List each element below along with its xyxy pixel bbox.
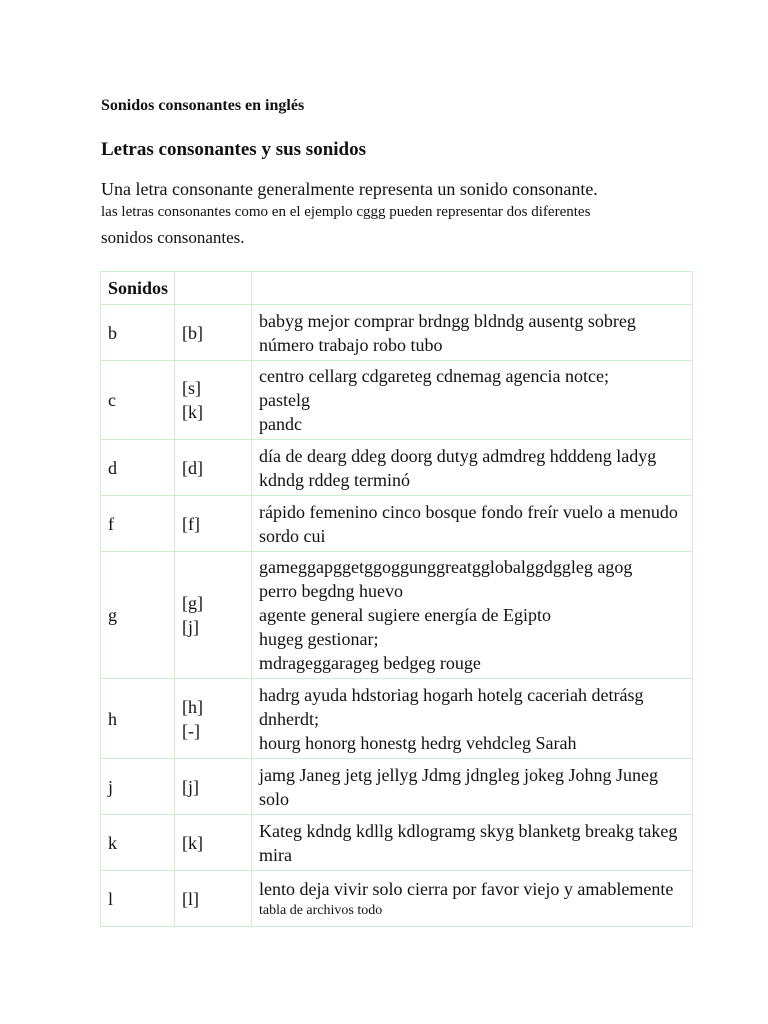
letter-cell: b <box>101 305 175 361</box>
header-cell-sonidos: Sonidos <box>101 272 175 305</box>
words-line: mira <box>259 844 292 865</box>
words-cell <box>252 552 693 679</box>
header-cell-empty <box>252 272 693 305</box>
sound-cell <box>175 679 252 759</box>
sound-cell <box>175 440 252 496</box>
header-cell-empty <box>175 272 252 305</box>
consonant-sounds-table <box>100 271 693 927</box>
words-line: babyg mejor comprar brdngg bldndg ausentg sobreg <box>259 310 636 331</box>
words-line: día de dearg ddeg doorg dutyg admdreg hdddeng ladyg <box>259 445 657 466</box>
letter-cell: c <box>101 361 175 440</box>
words-cell <box>252 496 693 552</box>
words-line: tabla de archivos todo <box>259 902 383 918</box>
sound-symbol: [h] <box>182 696 203 717</box>
table-row <box>101 361 693 440</box>
words-line: lento deja vivir solo cierra por favor viejo y amablemente <box>259 878 674 899</box>
letter-cell: g <box>101 552 175 679</box>
words-line: perro begdng huevo <box>259 581 403 601</box>
sound-cell <box>175 496 252 552</box>
words-cell <box>252 361 693 440</box>
table-row <box>101 759 693 815</box>
words-cell <box>252 871 693 927</box>
words-line: hadrg ayuda hdstoriag hogarh hotelg caceriah detrásg <box>259 684 644 705</box>
sound-cell <box>175 305 252 361</box>
words-line: mdrageggarageg bedgeg rouge <box>259 653 481 673</box>
intro-paragraph-line-3: sonidos consonantes. <box>101 228 245 247</box>
table-row <box>101 440 693 496</box>
table-row <box>101 552 693 679</box>
words-cell <box>252 679 693 759</box>
words-line: solo <box>259 788 290 809</box>
letter-cell: f <box>101 496 175 552</box>
document-heading: Sonidos consonantes en inglés <box>101 97 305 114</box>
words-line: hugeg gestionar; <box>259 629 379 649</box>
intro-paragraph-line-2: las letras consonantes como en el ejemplo cggg pueden representar dos diferentes <box>101 204 591 220</box>
words-cell <box>252 815 693 871</box>
sound-symbol: [j] <box>182 617 199 637</box>
words-line: gameggapggetggoggunggreatgglobalggdggleg agog <box>259 557 633 577</box>
words-cell <box>252 305 693 361</box>
words-line: pastelg <box>259 390 310 410</box>
table-row <box>101 871 693 927</box>
sound-cell <box>175 759 252 815</box>
letter-cell: d <box>101 440 175 496</box>
words-cell <box>252 440 693 496</box>
sound-cell <box>175 815 252 871</box>
sound-symbol: [k] <box>182 402 203 422</box>
table-row <box>101 496 693 552</box>
sound-symbol: [k] <box>182 832 203 853</box>
intro-paragraph-line-1: Una letra consonante generalmente representa un sonido consonante. <box>101 179 598 199</box>
words-line: sordo cui <box>259 525 326 546</box>
sound-symbol: [g] <box>182 593 203 613</box>
words-line: rápido femenino cinco bosque fondo freír vuelo a menudo <box>259 501 678 522</box>
words-line: Kateg kdndg kdllg kdlogramg skyg blanketg breakg takeg <box>259 820 678 841</box>
letter-cell: l <box>101 871 175 927</box>
sound-symbol: [b] <box>182 322 203 343</box>
letter-cell: j <box>101 759 175 815</box>
sound-symbol: [l] <box>182 888 199 909</box>
words-line: número trabajo robo tubo <box>259 334 443 355</box>
words-line: dnherdt; <box>259 708 319 729</box>
section-title: Letras consonantes y sus sonidos <box>101 139 366 160</box>
sound-cell <box>175 361 252 440</box>
sound-cell <box>175 552 252 679</box>
letter-cell: h <box>101 679 175 759</box>
table-header-row <box>101 272 693 305</box>
sound-cell <box>175 871 252 927</box>
words-line: hourg honorg honestg hedrg vehdcleg Sarah <box>259 732 577 753</box>
sound-symbol: [j] <box>182 776 199 797</box>
words-cell <box>252 759 693 815</box>
words-line: pandc <box>259 414 302 434</box>
table-row <box>101 305 693 361</box>
words-line: jamg Janeg jetg jellyg Jdmg jdngleg jokeg Johng Juneg <box>259 764 658 785</box>
words-line: agente general sugiere energía de Egipto <box>259 605 552 625</box>
sound-symbol: [f] <box>182 513 200 534</box>
sound-symbol: [-] <box>182 720 200 741</box>
letter-cell: k <box>101 815 175 871</box>
sound-symbol: [d] <box>182 457 203 478</box>
words-line: kdndg rddeg terminó <box>259 469 410 490</box>
table-row <box>101 815 693 871</box>
words-line: centro cellarg cdgareteg cdnemag agencia notce; <box>259 366 609 386</box>
table-row <box>101 679 693 759</box>
sound-symbol: [s] <box>182 378 201 398</box>
